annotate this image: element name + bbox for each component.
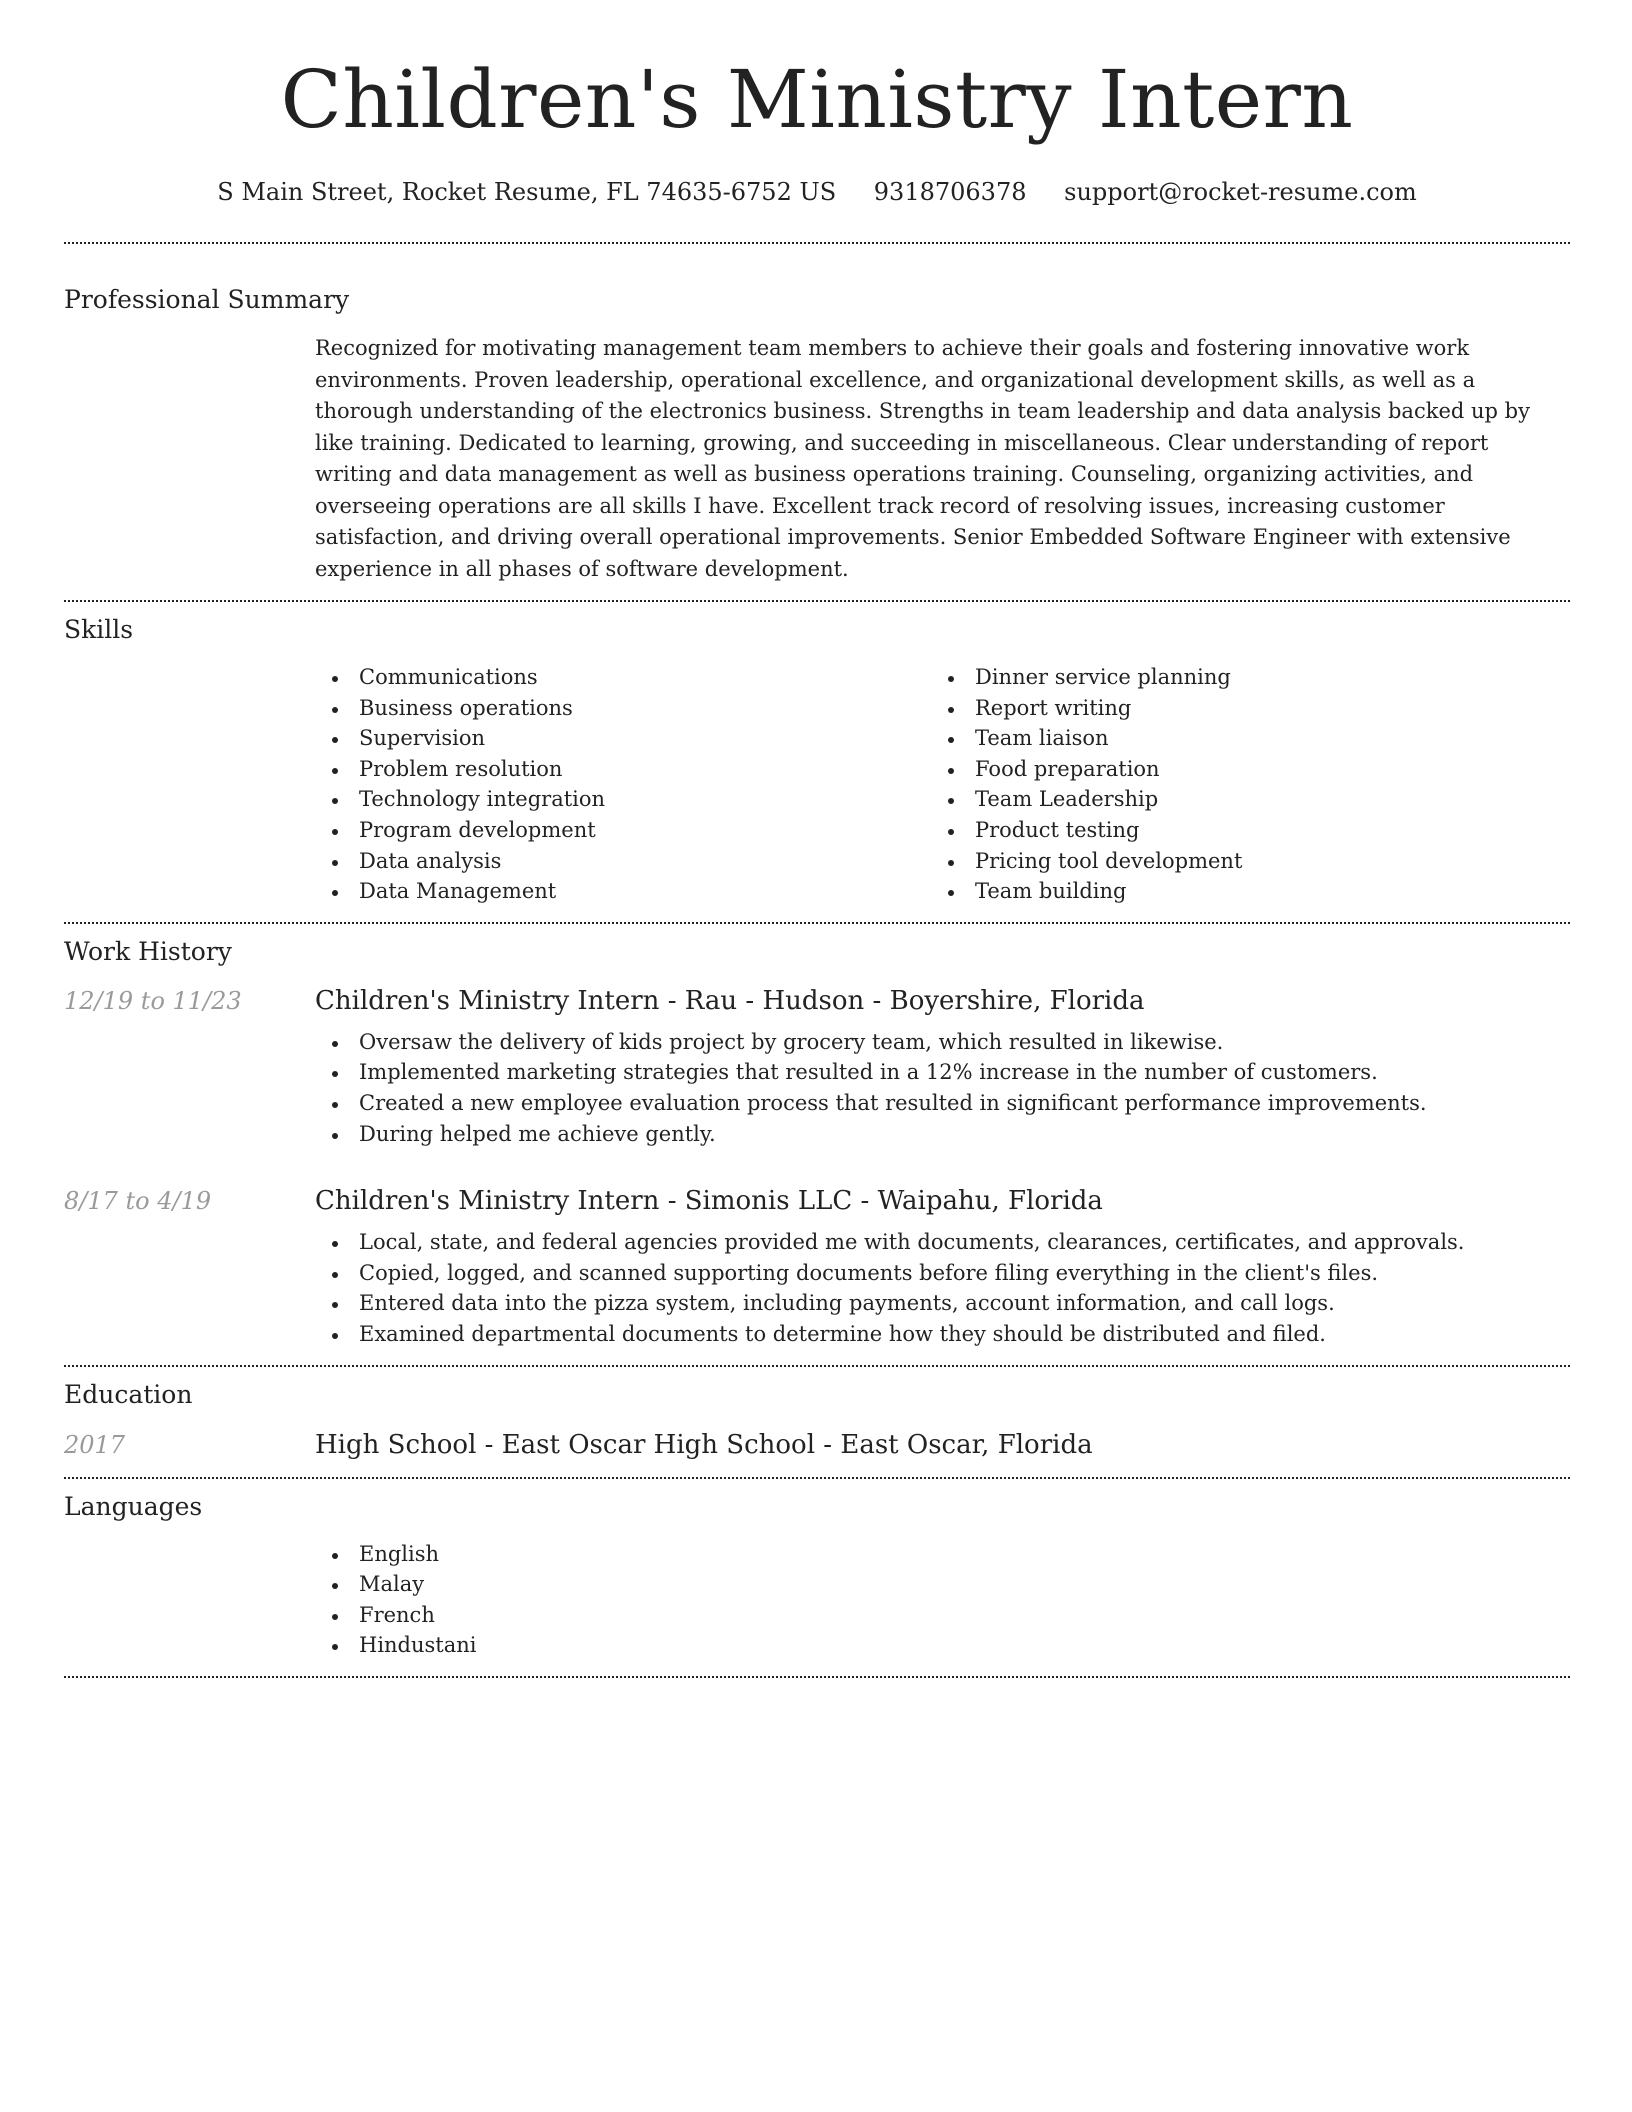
education-section	[64, 1380, 1570, 1460]
list-item: Business operations	[315, 693, 931, 724]
list-item: Entered data into the pizza system, including payments, account information, and call logs.	[315, 1288, 1570, 1319]
contact-phone: 9318706378	[873, 178, 1027, 206]
list-item: French	[315, 1600, 1570, 1631]
list-item: Pricing tool development	[931, 846, 1547, 877]
list-item: Report writing	[931, 693, 1547, 724]
divider	[64, 1365, 1570, 1367]
divider	[64, 1676, 1570, 1678]
skills-section	[64, 615, 1570, 907]
summary-section	[64, 285, 1570, 585]
list-item: English	[315, 1539, 1570, 1570]
education-entry	[64, 1430, 1570, 1460]
job-bullets	[315, 1227, 1570, 1349]
list-item: Implemented marketing strategies that resulted in a 12% increase in the number of customers.	[315, 1057, 1570, 1088]
job-dates: 8/17 to 4/19	[64, 1187, 212, 1216]
list-item: Malay	[315, 1569, 1570, 1600]
divider	[64, 242, 1570, 244]
list-item: Local, state, and federal agencies provided me with documents, clearances, certificates, and approvals.	[315, 1227, 1570, 1258]
list-item: Product testing	[931, 815, 1547, 846]
section-title-skills: Skills	[64, 615, 134, 644]
list-item: Team building	[931, 876, 1547, 907]
divider	[64, 1477, 1570, 1479]
list-item: Dinner service planning	[931, 662, 1547, 693]
section-title-summary: Professional Summary	[64, 285, 350, 314]
list-item: During helped me achieve gently.	[315, 1119, 1570, 1150]
job-entry	[64, 1186, 1570, 1216]
contact-address: S Main Street, Rocket Resume, FL 74635-6752 US	[217, 178, 837, 206]
skills-list-right	[931, 662, 1547, 907]
contact-email: support@rocket-resume.com	[1064, 178, 1417, 206]
resume-page	[64, 0, 1570, 1678]
divider	[64, 600, 1570, 602]
job-bullets	[315, 1027, 1570, 1149]
list-item: Team Leadership	[931, 784, 1547, 815]
section-title-work-history: Work History	[64, 936, 232, 966]
job-dates: 12/19 to 11/23	[64, 986, 242, 1015]
list-item: Examined departmental documents to determine how they should be distributed and filed.	[315, 1319, 1570, 1350]
languages-section	[64, 1492, 1570, 1661]
list-item: Team liaison	[931, 723, 1547, 754]
list-item: Oversaw the delivery of kids project by grocery team, which resulted in likewise.	[315, 1027, 1570, 1058]
list-item: Communications	[315, 662, 931, 693]
summary-text: Recognized for motivating management team members to achieve their goals and fostering innovative work environments. Proven leadership, operational excellence, and organizational development skills, as well as a thorough understanding of the electronics business. Strengths in team leadership and data analysis backed up by like training. Dedicated to learning, growing, and succeeding in miscellaneous. Clear understanding of report writing and data management as well as business operations training. Counseling, organizing activities, and overseeing operations are all skills I have. Excellent track record of resolving issues, increasing customer satisfaction, and driving overall operational improvements. Senior Embedded Software Engineer with extensive experience in all phases of software development.	[315, 336, 1530, 581]
skills-list-left	[315, 662, 931, 907]
list-item: Problem resolution	[315, 754, 931, 785]
list-item: Created a new employee evaluation process that resulted in significant performance improvements.	[315, 1088, 1570, 1119]
list-item: Data Management	[315, 876, 931, 907]
section-title-education: Education	[64, 1379, 193, 1409]
list-item: Copied, logged, and scanned supporting documents before filing everything in the client's files.	[315, 1258, 1570, 1289]
list-item: Technology integration	[315, 784, 931, 815]
work-history-section	[64, 937, 1570, 1350]
languages-list	[315, 1539, 1570, 1661]
section-title-languages: Languages	[64, 1491, 203, 1521]
list-item: Hindustani	[315, 1630, 1570, 1661]
education-year: 2017	[64, 1430, 126, 1459]
job-entry	[64, 986, 1570, 1016]
candidate-name: Children's Ministry Intern	[280, 53, 1354, 146]
job-title: Children's Ministry Intern - Simonis LLC - Waipahu, Florida	[315, 1186, 1103, 1217]
list-item: Supervision	[315, 723, 931, 754]
list-item: Food preparation	[931, 754, 1547, 785]
list-item: Program development	[315, 815, 931, 846]
contact-line	[64, 178, 1570, 206]
list-item: Data analysis	[315, 846, 931, 877]
divider	[64, 922, 1570, 924]
resume-header	[64, 0, 1570, 206]
job-title: Children's Ministry Intern - Rau - Hudson - Boyershire, Florida	[315, 985, 1145, 1016]
education-title: High School - East Oscar High School - East Oscar, Florida	[315, 1429, 1093, 1460]
